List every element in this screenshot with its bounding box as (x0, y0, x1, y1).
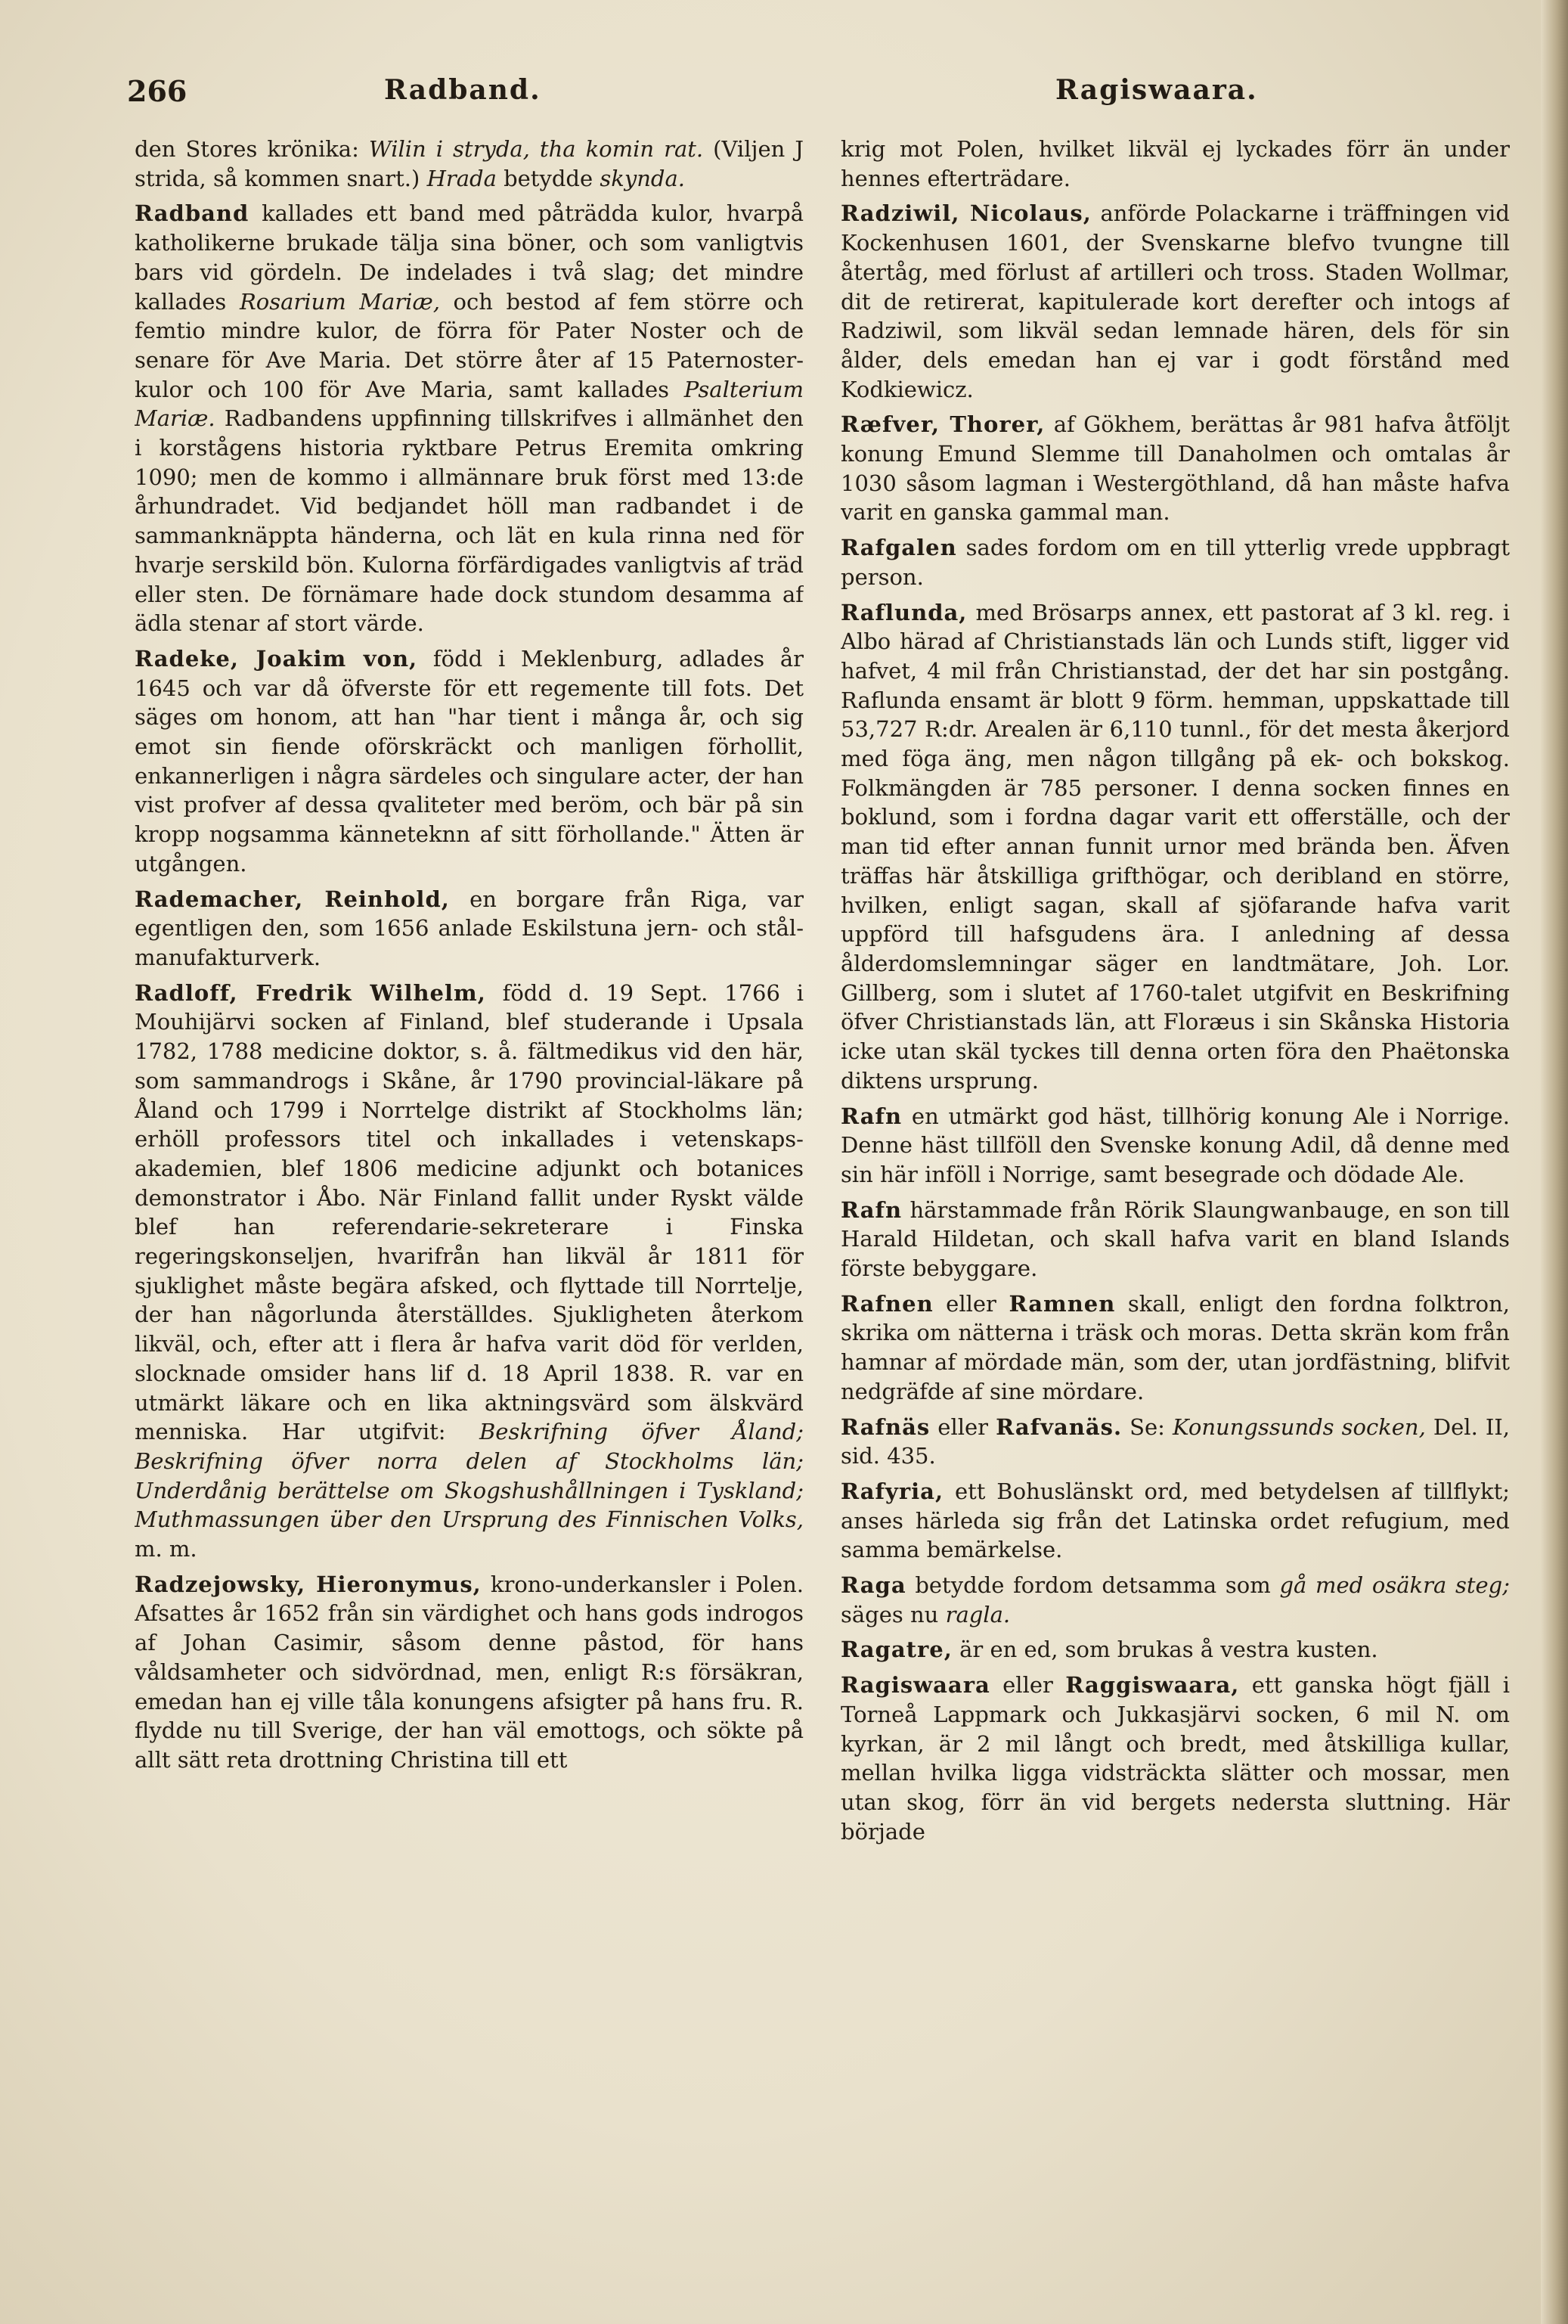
entry-headword: Radband (135, 200, 249, 227)
entry-italic: Psalterium Mariæ. (135, 376, 804, 432)
entry-headword: Radzejowsky, Hieronymus, (135, 1571, 482, 1597)
entry-radzejowsky (135, 1570, 804, 1775)
entry-text: eller (933, 1290, 1009, 1317)
entry-rafn-person (841, 1196, 1510, 1283)
entry-headword: Raga (841, 1572, 906, 1599)
entry-headword: Raflunda, (841, 599, 968, 625)
entry-headword-alt: Rafvanäs. (996, 1413, 1123, 1440)
right-running-head: Ragiswaara. (1055, 74, 1258, 106)
entry-ragiswaara (841, 1671, 1510, 1846)
entry-text: krono-underkansler i Polen. Afsattes år 1652 från sin värdighet och hans gods indrogos af Johan Casimir, såsom denne påstod, för hans våldsamheter och sidvördnad, men, enligt R:s försäkran, emedan han ej ville tåla konungens afsigter på hans fru. R. flydde nu till Sverige, der han väl emottogs, och sökte på allt sätt reta drottning Christina till ett (135, 1571, 804, 1773)
entry-headword: Ræfver, Thorer, (841, 411, 1046, 438)
entry-headword: Ragiswaara (841, 1672, 990, 1699)
entry-text: eller (990, 1672, 1066, 1699)
entry-rademacher (135, 885, 804, 973)
entry-ragatre (841, 1635, 1510, 1665)
entry-headword: Rafn (841, 1103, 903, 1129)
entry-radloff (135, 979, 804, 1564)
entry-text: den Stores krönika: (135, 136, 369, 162)
entry-headword: Rafgalen (841, 535, 957, 561)
page-number: 266 (127, 74, 187, 108)
entry-italic: Beskrifning öfver Åland; Beskrifning öfver norra delen af Stockholms län; Underdånig berättelse om Skogshushållningen i Tyskland; Muthmassungen über den Ursprung des Finnischen Volks, (135, 1419, 804, 1533)
entry-rafn-horse (841, 1102, 1510, 1190)
entry-radziwil (841, 199, 1510, 404)
left-column (135, 135, 804, 2260)
entry-text: Radbandens uppfinning tillskrifves i allmänhet den i korstågens historia ryktbare Petrus Eremita omkring 1090; men de kommo i allmännare bruk först med 13:de århundradet. Vid bedjandet höll man radbandet i de sammanknäppta händerna, och lät en kula rinna ned för hvarje serskild bön. Kulorna förfärdigades vanligtvis af träd eller sten. De förnämare hade dock stundom desamma af ädla stenar af stort värde. (135, 405, 804, 637)
entry-text: ett ganska högt fjäll i Torneå Lappmark och Jukkasjärvi socken, 6 mil N. om kyrkan, är 2 mil långt och bredt, med åtskilliga kullar, mellan hvilka ligga vidsträckta slätter och mossar, men utan skog, förr än vid bergets nedersta sluttning. Här började (841, 1672, 1510, 1845)
entry-headword: Radloff, Fredrik Wilhelm, (135, 979, 486, 1006)
entry-headword: Radziwil, Nicolaus, (841, 200, 1092, 227)
entry-italic: skynda. (600, 165, 685, 191)
entry-text: betydde fordom detsamma som (906, 1572, 1280, 1599)
entry-headword: Radeke, Joakim von, (135, 645, 418, 672)
running-header (127, 74, 1488, 119)
entry-text: härstammade från Rörik Slaungwanbauge, en son till Harald Hildetan, och skall hafva varit en bland Islands förste bebyggare. (841, 1196, 1510, 1282)
entry-headword: Rafnen (841, 1290, 934, 1317)
entry-rafyria (841, 1477, 1510, 1565)
entry-headword: Rafn (841, 1196, 903, 1223)
entry-italic: ragla. (945, 1601, 1011, 1627)
entry-italic: Wilin i stryda, tha komin rat. (368, 136, 704, 162)
entry-text: född i Meklenburg, adlades år 1645 och var då öfverste för ett regemente till fots. Det säges om honom, att han "har tient i många år, och sig emot sin fiende oförskräckt och manligen förhollit, enkannerligen i några särdeles och singulare acter, der han vist profver af dessa qvaliteter med beröm, och bär på sin kropp nogsamma känneteknn af sitt förhollande." Ätten är utgången. (135, 645, 804, 877)
entry-text: Se: (1122, 1413, 1173, 1440)
entry-italic: Rosarium Mariæ, (239, 288, 440, 315)
entry-rafnas (841, 1413, 1510, 1471)
entry-headword: Rafyria, (841, 1478, 944, 1504)
entry-italic: Hrada (426, 165, 497, 191)
entry-text: en borgare från Riga, var egentligen den, som 1656 anlade Eskilstuna jern- och stål-manufakturverk. (135, 886, 804, 970)
entry-text: sades fordom om en till ytterlig vrede uppbragt person. (841, 535, 1510, 590)
entry-text: (Viljen J strida, så kommen snart.) (135, 136, 804, 191)
entry-headword: Rademacher, Reinhold, (135, 886, 450, 912)
entry-text: säges nu (841, 1601, 946, 1627)
entry-text: är en ed, som brukas å vestra kusten. (952, 1637, 1378, 1663)
entry-headword-alt: Ramnen (1009, 1290, 1116, 1317)
entry-text: krig mot Polen, hvilket likväl ej lyckades förr än under hennes efterträdare. (841, 136, 1510, 191)
entry-text: kallades ett band med påträdda kulor, hvarpå katholikerne brukade tälja sina böner, och som vanligtvis bars vid gördeln. De indelades i två slag; det mindre kallades (135, 200, 804, 315)
entry-text: skall, enligt den fordna folktron, skrika om nätterna i träsk och moras. Detta skrän kom från hamnar af mördade män, som der, utan jordfästning, blifvit nedgräfde af sine mördare. (841, 1290, 1510, 1404)
entry-headword: Ragatre, (841, 1637, 953, 1663)
entry-raga (841, 1571, 1510, 1629)
entry-text: Del. II, sid. 435. (841, 1413, 1510, 1469)
entry-radband (135, 199, 804, 638)
left-running-head: Radband. (384, 74, 541, 106)
entry-radeke (135, 644, 804, 879)
entry-text: af Gökhem, berättas år 981 hafva åtföljt konung Emund Slemme till Danaholmen och omtalas år 1030 såsom lagman i Westergöthland, då han måste hafva varit en ganska gammal man. (841, 411, 1510, 526)
entry-text: betydde (496, 165, 600, 191)
page-edge (1541, 0, 1568, 2324)
entry-text: och bestod af fem större och femtio mindre kulor, de förra för Pater Noster och de senare för Ave Maria. Det större åter af 15 Paternoster-kulor och 100 för Ave Maria, samt kallades (135, 288, 804, 402)
entry-headword: Rafnäs (841, 1413, 931, 1440)
entry-continuation (135, 135, 804, 193)
entry-text: eller (930, 1413, 996, 1440)
entry-text: en utmärkt god häst, tillhörig konung Ale i Norrige. Denne häst tillföll den Svenske konung Adil, då denne med sin här inföll i Norrige, samt besegrade och dödade Ale. (841, 1103, 1510, 1187)
entry-text: m. m. (135, 1536, 197, 1562)
entry-italic: gå med osäkra steg; (1279, 1572, 1510, 1599)
entry-text: ett Bohuslänskt ord, med betydelsen af tillflykt; anses härleda sig från det Latinska ordet refugium, med samma bemärkelse. (841, 1478, 1510, 1563)
right-column (841, 135, 1510, 2260)
entry-rafgalen (841, 533, 1510, 591)
entry-italic: Konungssunds socken, (1173, 1413, 1426, 1440)
entry-text: anförde Polackarne i träffningen vid Kockenhusen 1601, der Svenskarne blefvo tvungne till återtåg, med förlust af artilleri och tross. Staden Wollmar, dit de retirerat, kapitulerade kort derefter och intogs af Radziwil, som likväl sedan lemnade hären, dels för sin ålder, dels emedan han ej var i godt förstånd med Kodkiewicz. (841, 200, 1510, 402)
entry-headword-alt: Raggiswaara, (1065, 1672, 1240, 1699)
entry-text: född d. 19 Sept. 1766 i Mouhijärvi socken af Finland, blef studerande i Upsala 1782, 1788 medicine doktor, s. å. fältmedikus vid den här, som sammandrogs i Skåne, år 1790 provincial-läkare på Åland och 1799 i Norrtelge distrikt af Stockholms län; erhöll professors titel och inkallades i vetenskaps-akademien, blef 1806 medicine adjunkt och botanices demonstrator i Åbo. När Finland fallit under Ryskt välde blef han referendarie-sekreterare i Finska regeringskonseljen, hvarifrån han likväl år 1811 för sjuklighet måste begära afsked, och flyttade till Norrtelje, der han någorlunda återställdes. Sjukligheten återkom likväl, och, efter att i flera år hafva varit död för verlden, slocknade omsider hans lif d. 18 April 1838. R. var en utmärkt läkare och en lika aktningsvärd som älskvärd menniska. Har utgifvit: (135, 979, 804, 1445)
entry-raefver (841, 410, 1510, 527)
entry-continuation (841, 135, 1510, 193)
entry-rafnen (841, 1289, 1510, 1407)
entry-raflunda (841, 598, 1510, 1096)
entry-text: med Brösarps annex, ett pastorat af 3 kl. reg. i Albo härad af Christianstads län och Lunds stift, ligger vid hafvet, 4 mil från Christianstad, der det har sin postgång. Raflunda ensamt är blott 9 förm. hemman, uppskattade till 53,727 R:dr. Arealen är 6,110 tunnl., för det mesta åkerjord med föga äng, men någon tillgång på ek- och bokskog. Folkmängden är 785 personer. I denna socken finnes en boklund, som i fordna dagar varit ett offerställe, och der man tid efter annan funnit urnor med brända ben. Äfven träffas här åtskilliga grifthögar, och deribland en större, hvilken, enligt sagan, skall af sjöfarande hafva varit uppförd till hafsgudens ära. I anledning af dessa ålderdomslemningar säger en landtmätare, Joh. Lor. Gillberg, som i slutet af 1760-talet utgifvit en Beskrifning öfver Christianstads län, att Floræus i sin Skånska Historia icke utan skäl tyckes till denna orten föra den Phaëtonska diktens ursprung. (841, 599, 1510, 1094)
